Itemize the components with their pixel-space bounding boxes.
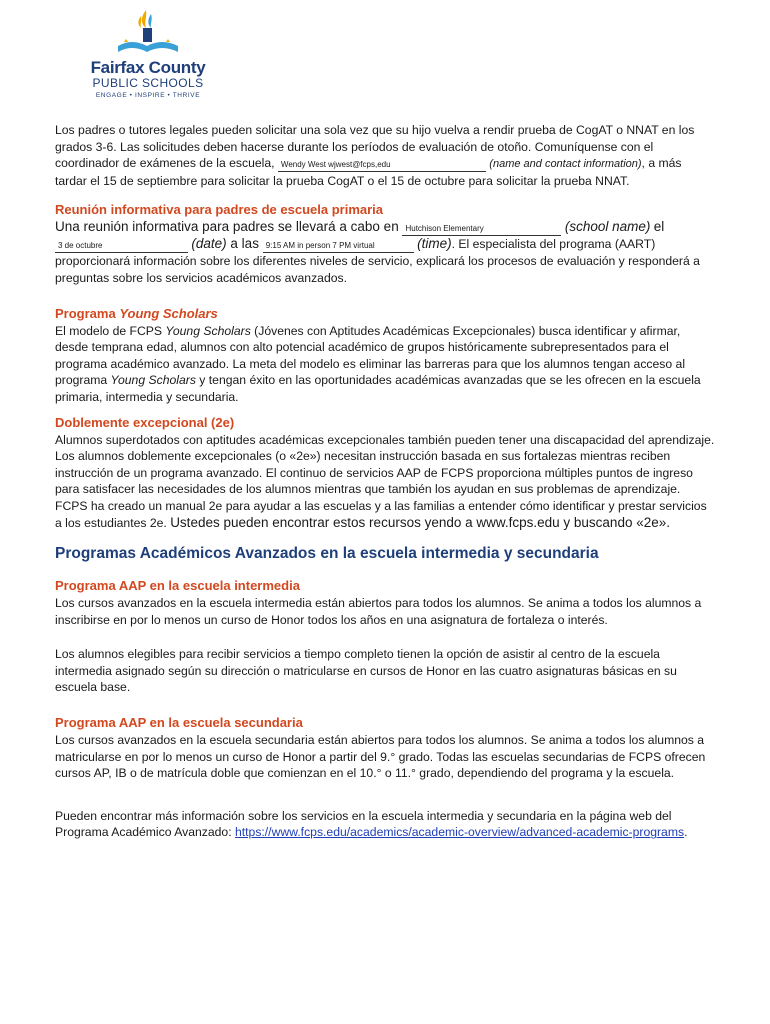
logo-subtitle: PUBLIC SCHOOLS bbox=[92, 76, 204, 90]
info-session-heading: Reunión informativa para padres de escuela primaria bbox=[55, 202, 384, 218]
twice-exceptional-heading: Doblemente excepcional (2e) bbox=[55, 414, 235, 430]
school-name-hint: (school name) bbox=[564, 219, 651, 235]
te-text-resources: Ustedes pueden encontrar estos recursos yendo a www.fcps.edu y buscando «2e». bbox=[170, 514, 670, 530]
logo-name: Fairfax County bbox=[90, 58, 206, 77]
more-info-end: . bbox=[684, 825, 688, 840]
date-field[interactable]: 3 de octubre bbox=[55, 240, 188, 253]
more-info-text: Pueden encontrar más información sobre los servicios en la escuela intermedia y secundaria en la página web del Programa Académico Avanzado: bbox=[55, 808, 672, 840]
intro-paragraph bbox=[55, 122, 715, 189]
ys-text-c: y tengan éxito en las oportunidades académicas avanzadas que se les ofrecen en la escuela primaria, intermedia y secundaria. bbox=[55, 373, 701, 404]
contact-field[interactable]: Wendy West wjwest@fcps,edu bbox=[278, 159, 486, 172]
young-scholars-heading-b: Young Scholars bbox=[119, 305, 218, 321]
young-scholars-heading bbox=[55, 305, 715, 323]
school-name-field[interactable]: Hutchison Elementary bbox=[402, 223, 561, 236]
time-hint: (time) bbox=[417, 236, 452, 252]
high-school-para-1: Los cursos avanzados en la escuela secundaria están abiertos para todos los alumnos. Se anima a todos los alumnos a matricularse en por lo menos un curso de Honor a partir del 9.° grado. Todas las escuelas secundarias de FCPS ofrecen cursos AP, IB o de matrícula doble que comienzan en el 10.° o 11.° grado, dependiendo del programa y la escuela. bbox=[55, 733, 706, 781]
ys-text-a: El modelo de FCPS bbox=[55, 323, 166, 338]
middle-school-para-1: Los cursos avanzados en la escuela intermedia están abiertos para todos los alumnos. Se anima a todos los alumnos a inscribirse en por lo menos un curso de Honor todos los años en una asignatura de fortaleza o interés. bbox=[55, 596, 702, 627]
time-field[interactable]: 9:15 AM in person 7 PM virtual bbox=[263, 240, 414, 253]
date-hint: (date) bbox=[191, 236, 227, 252]
aap-link[interactable]: https://www.fcps.edu/academics/academic-overview/advanced-academic-programs bbox=[234, 825, 685, 840]
info-session-text-end: . El especialista del programa (AART) proporcionará información sobre los diferentes niveles de servicio, explicará los procesos de evaluación y responderá a preguntas sobre los servicios académicos avanzados. bbox=[55, 237, 700, 285]
ys-text-italic: Young Scholars bbox=[165, 323, 251, 338]
torch-book-icon bbox=[110, 6, 186, 58]
middle-school-heading: Programa AAP en la escuela intermedia bbox=[55, 578, 300, 594]
logo-tagline: ENGAGE • INSPIRE • THRIVE bbox=[95, 92, 201, 99]
twice-exceptional-paragraph bbox=[55, 432, 715, 532]
fcps-logo bbox=[78, 6, 218, 98]
intro-text-end: , a más tardar el 15 de septiembre para solicitar la prueba CogAT o el 15 de octubre para solicitar la prueba NNAT. bbox=[55, 156, 682, 188]
intro-text: Los padres o tutores legales pueden solicitar una sola vez que su hijo vuelva a rendir prueba de CogAT o NNAT en los grados 3-6. Las solicitudes deben hacerse durante los períodos de evaluación de otoño. Comuníquense con el coordinador de exámenes de la escuela, bbox=[55, 123, 695, 171]
document-body bbox=[55, 122, 715, 841]
ys-text-b: (Jóvenes con Aptitudes Académicas Excepcionales) busca identificar y afirmar, desde temprana edad, alumnos con alto potencial académico de grupos históricamente subrepresentados para el programa académico avanzado. La meta del modelo es eliminar las barreras para que los alumnos tengan acceso al programa bbox=[55, 323, 686, 388]
info-session-paragraph bbox=[55, 219, 715, 286]
info-session-el: el bbox=[653, 219, 665, 235]
middle-school-para-2: Los alumnos elegibles para recibir servicios a tiempo completo tienen la opción de asistir al centro de la escuela intermedia asignado según su dirección o matricularse en cursos de Honor en las cuatro asignaturas básicas en su escuela base. bbox=[55, 647, 677, 695]
young-scholars-heading-a: Programa bbox=[55, 305, 120, 321]
info-session-las: a las bbox=[226, 236, 263, 252]
contact-hint: (name and contact information) bbox=[489, 158, 642, 171]
ys-text-italic-2: Young Scholars bbox=[110, 373, 196, 388]
section-title: Programas Académicos Avanzados en la escuela intermedia y secundaria bbox=[55, 545, 599, 563]
info-session-text: Una reunión informativa para padres se llevará a cabo en bbox=[55, 219, 403, 235]
high-school-heading: Programa AAP en la escuela secundaria bbox=[55, 715, 303, 731]
young-scholars-paragraph bbox=[55, 323, 715, 406]
te-text: Alumnos superdotados con aptitudes académicas excepcionales también pueden tener una discapacidad del aprendizaje. Los alumnos doblemente excepcionales (o «2e») necesitan instrucción basada en sus fortalezas mientras reciben instrucción de un programa avanzado. El continuo de servicios AAP de FCPS proporciona múltiples puntos de ingreso para satisfacer las necesidades de los alumnos mientras que también los ayudan en sus problemas de aprendizaje. FCPS ha creado un manual 2e para ayudar a las escuelas y a las familias a entender cómo identificar y prestar servicios a los estudiantes 2e. bbox=[55, 432, 715, 530]
more-info-paragraph bbox=[55, 808, 715, 841]
